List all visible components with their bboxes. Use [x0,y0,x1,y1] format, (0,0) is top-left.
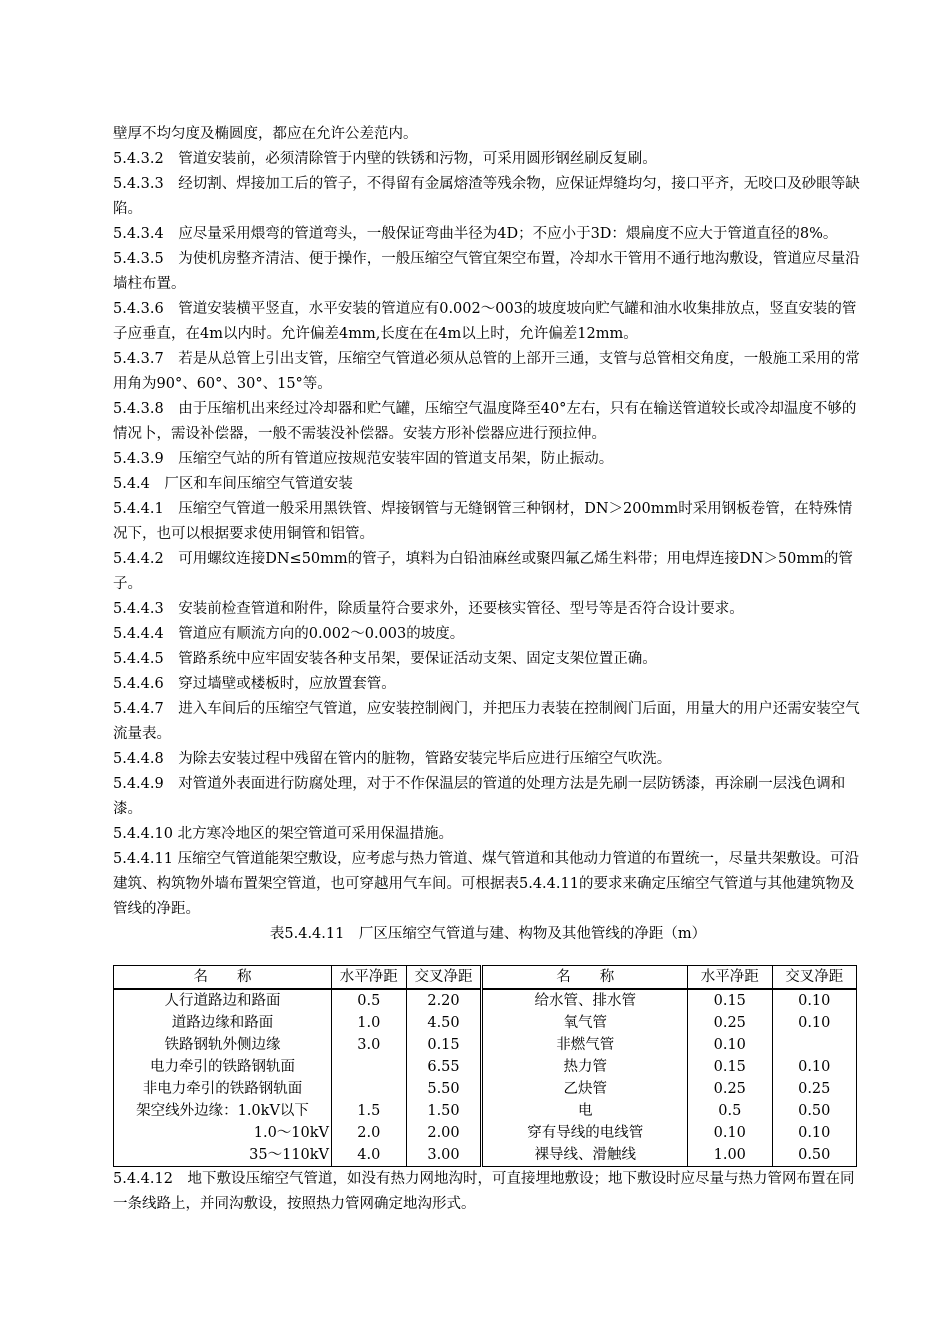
cell-value: 0.25 [772,1078,857,1100]
paragraphs-bottom [113,1167,863,1217]
cell-value: 4.50 [406,1012,482,1034]
paragraph: 壁厚不均匀度及椭圆度，都应在允许公差范内。 [113,126,418,142]
cell-value: 0.15 [406,1034,482,1056]
header-name: 名 称 [482,966,688,990]
paragraph: 5.4.4.10 北方寒冷地区的架空管道可采用保温措施。 [113,826,454,842]
paragraph: 5.4.4.9 对管道外表面进行防腐处理，对于不作保温层的管道的处理方法是先刷一层防锈漆，再涂刷一层浅色调和漆。 [113,776,846,817]
cell-name: 氧气管 [482,1012,688,1034]
table-row [114,1034,857,1056]
cell-value: 3.00 [406,1144,482,1167]
cell-value: 0.10 [772,1012,857,1034]
cell-value: 0.10 [772,1122,857,1144]
cell-name: 热力管 [482,1056,688,1078]
paragraph: 5.4.3.4 应尽量采用煨弯的管道弯头，一般保证弯曲半径为4D；不应小于3D：煨扁度不应大于管道直径的8%。 [113,226,838,242]
paragraph: 5.4.3.2 管道安装前，必须清除管于内壁的铁锈和污物，可采用圆形钢丝刷反复刷。 [113,151,657,167]
cell-name: 乙炔管 [482,1078,688,1100]
table-row [114,1122,857,1144]
paragraph: 5.4.4.11 压缩空气管道能架空敷设，应考虑与热力管道、煤气管道和其他动力管道的布置统一，尽量共架敷设。可沿建筑、构筑物外墙布置架空管道，也可穿越用气车间。可根据表5.4.4.11的要求来确定压缩空气管道与其他建筑物及管线的净距。 [113,851,860,917]
paragraph: 5.4.3.5 为使机房整齐清洁、便于操作，一般压缩空气管宜架空布置，冷却水干管用不通行地沟敷设，管道应尽量沿墙柱布置。 [113,251,860,292]
table-row [114,1012,857,1034]
table-row [114,1056,857,1078]
header-crossing: 交叉净距 [406,966,482,990]
paragraph: 5.4.4.3 安装前检查管道和附件，除质量符合要求外，还要核实管径、型号等是否符合设计要求。 [113,601,744,617]
cell-name: 人行道路边和路面 [114,989,332,1012]
cell-name: 裸导线、滑触线 [482,1144,688,1167]
header-horizontal: 水平净距 [332,966,406,990]
paragraph: 5.4.4.6 穿过墙壁或楼板时，应放置套管。 [113,676,396,692]
section-heading: 5.4.4 厂区和车间压缩空气管道安装 [113,476,353,492]
cell-value: 2.20 [406,989,482,1012]
document-page [113,122,863,1217]
clearance-table [113,965,857,1167]
cell-value: 1.5 [332,1100,406,1122]
cell-name: 非燃气管 [482,1034,688,1056]
paragraph: 5.4.4.12 地下敷设压缩空气管道，如没有热力网地沟时，可直接埋地敷设；地下敷设时应尽量与热力管网布置在同一条线路上，并同沟敷设，按照热力管网确定地沟形式。 [113,1171,855,1212]
table-row [114,1078,857,1100]
paragraph: 5.4.3.8 由于压缩机出来经过冷却器和贮气罐，压缩空气温度降至40°左右，只有在输送管道较长或冷却温度不够的情况卜，需设补偿器，一般不需装没补偿器。安装方形补偿器应进行预拉伸。 [113,401,857,442]
cell-value: 3.0 [332,1034,406,1056]
cell-value: 0.10 [772,989,857,1012]
cell-value: 1.0 [332,1012,406,1034]
cell-value: 0.10 [688,1122,772,1144]
cell-name: 电 [482,1100,688,1122]
paragraph: 5.4.4.8 为除去安装过程中残留在管内的脏物，管路安装完毕后应进行压缩空气吹洗。 [113,751,672,767]
paragraph: 5.4.4.4 管道应有顺流方向的0.002～0.003的坡度。 [113,626,465,642]
cell-name: 架空线外边缘：1.0kV以下 [114,1100,332,1122]
cell-value [332,1056,406,1078]
header-name: 名 称 [114,966,332,990]
header-horizontal: 水平净距 [688,966,772,990]
cell-value: 2.00 [406,1122,482,1144]
cell-value: 1.00 [688,1144,772,1167]
paragraph: 5.4.3.6 管道安装横平竖直，水平安装的管道应有0.002～003的坡度坡向贮气罐和油水收集排放点，竖直安装的管子应垂直，在4m以内时。允许偏差4mm,长度在在4m以上时，允许偏差12mm。 [113,301,857,342]
cell-value: 0.50 [772,1144,857,1167]
cell-name: 非电力牵引的铁路钢轨面 [114,1078,332,1100]
cell-value [772,1034,857,1056]
paragraph: 5.4.4.5 管路系统中应牢固安装各种支吊架，要保证活动支架、固定支架位置正确。 [113,651,657,667]
paragraph: 5.4.4.2 可用螺纹连接DN≤50mm的管子，填料为白铅油麻丝或聚四氟乙烯生料带；用电焊连接DN＞50mm的管子。 [113,551,853,592]
cell-value: 6.55 [406,1056,482,1078]
cell-name: 铁路钢轨外侧边缘 [114,1034,332,1056]
table-caption: 表5.4.4.11 厂区压缩空气管道与建、构物及其他管线的净距（m） [269,926,707,942]
paragraph: 5.4.4.7 进入车间后的压缩空气管道，应安装控制阀门，并把压力表装在控制阀门后面，用量大的用户还需安装空气流量表。 [113,701,860,742]
table-header-row [114,966,857,990]
cell-name: 道路边缘和路面 [114,1012,332,1034]
cell-value: 0.10 [772,1056,857,1078]
paragraphs-top [113,122,863,922]
table-row [114,1144,857,1167]
cell-name: 给水管、排水管 [482,989,688,1012]
paragraph: 5.4.3.3 经切割、焊接加工后的管子，不得留有金属熔渣等残余物，应保证焊缝均匀，接口平齐，无咬口及砂眼等缺陷。 [113,176,860,217]
cell-value: 0.15 [688,989,772,1012]
paragraph: 5.4.3.7 若是从总管上引出支管，压缩空气管道必须从总管的上部开三通，支管与总管相交角度，一般施工采用的常用角为90°、60°、30°、15°等。 [113,351,860,392]
paragraph: 5.4.4.1 压缩空气管道一般采用黑铁管、焊接钢管与无缝钢管三种钢材，DN＞200mm时采用钢板卷管，在特殊情况下，也可以根据要求使用铜管和铝管。 [113,501,853,542]
cell-value: 4.0 [332,1144,406,1167]
cell-value: 0.25 [688,1012,772,1034]
paragraph: 5.4.3.9 压缩空气站的所有管道应按规范安装牢固的管道支吊架，防止振动。 [113,451,614,467]
cell-value: 0.25 [688,1078,772,1100]
cell-value: 0.10 [688,1034,772,1056]
cell-value: 2.0 [332,1122,406,1144]
cell-name: 穿有导线的电线管 [482,1122,688,1144]
cell-value: 0.50 [772,1100,857,1122]
cell-value: 5.50 [406,1078,482,1100]
cell-value: 0.15 [688,1056,772,1078]
cell-value: 0.5 [688,1100,772,1122]
cell-value: 1.50 [406,1100,482,1122]
table-row [114,989,857,1012]
cell-name: 电力牵引的铁路钢轨面 [114,1056,332,1078]
table-row [114,1100,857,1122]
cell-name: 35～110kV [114,1144,332,1167]
cell-value [332,1078,406,1100]
cell-value: 0.5 [332,989,406,1012]
cell-name: 1.0～10kV [114,1122,332,1144]
header-crossing: 交叉净距 [772,966,857,990]
